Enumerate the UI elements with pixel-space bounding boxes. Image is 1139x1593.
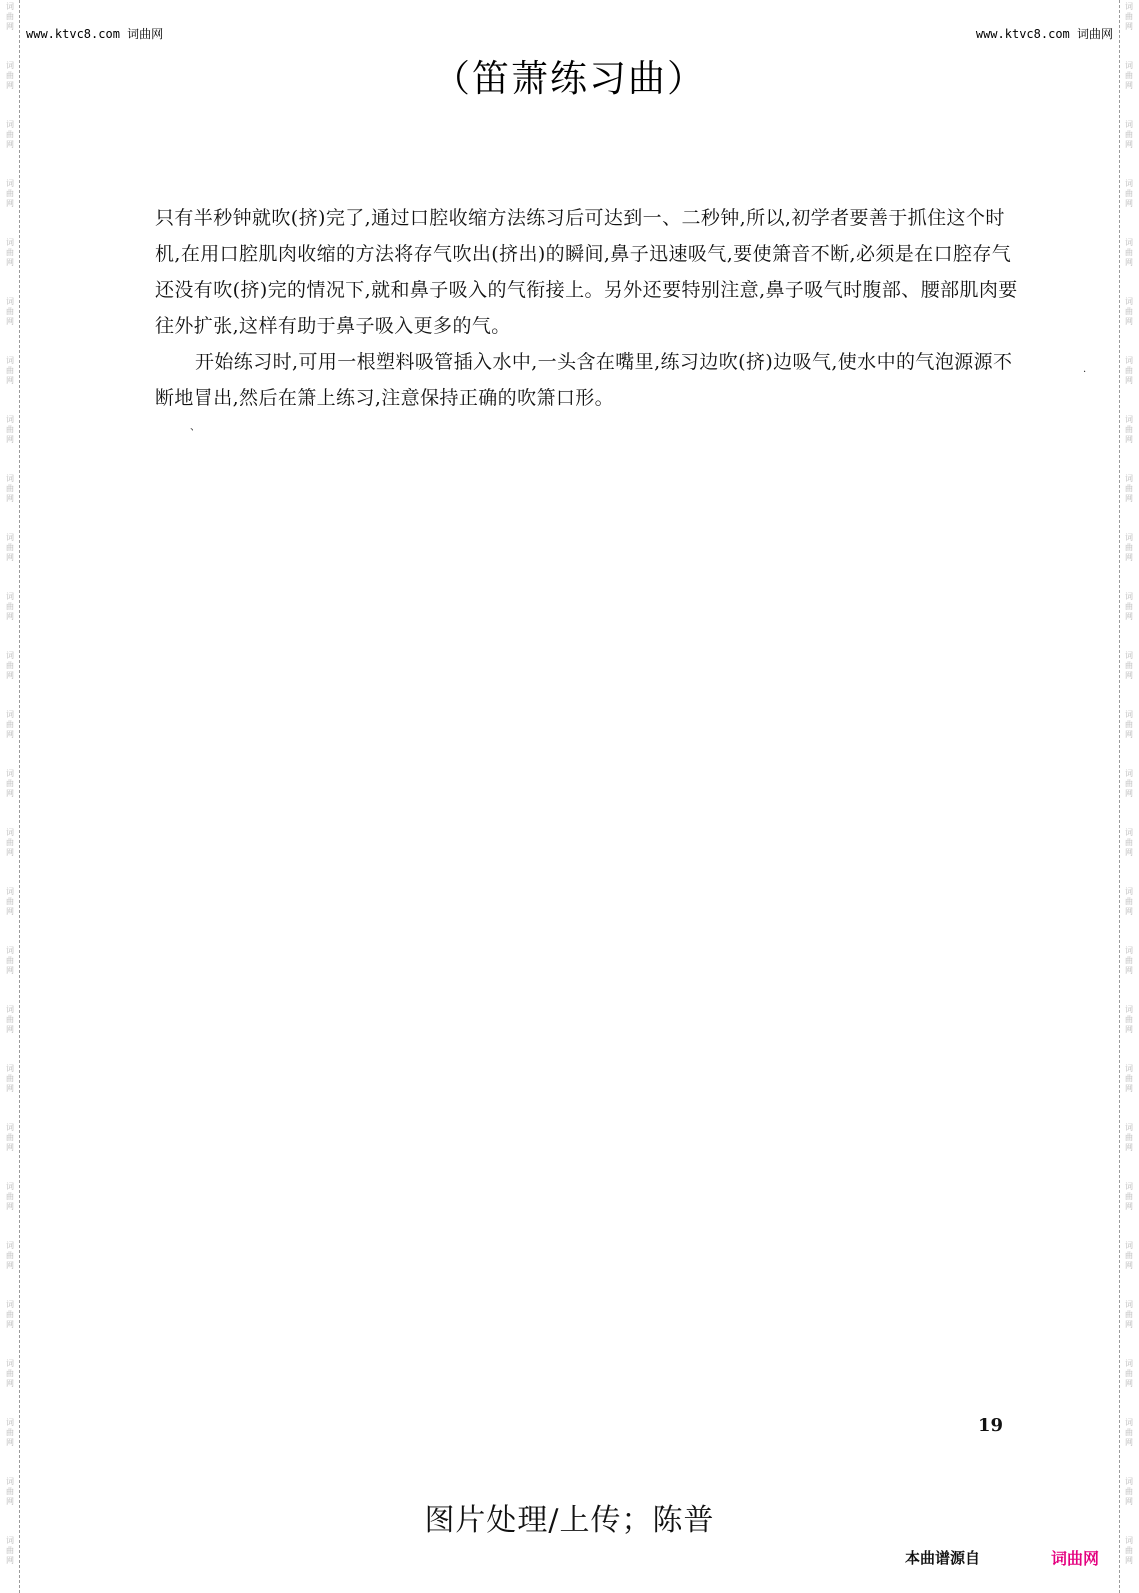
watermark-glyph: 曲 [6,1251,14,1260]
watermark-glyph: 网 [1125,848,1133,857]
watermark-glyph: 网 [6,435,14,444]
watermark-glyph: 曲 [1125,1310,1133,1319]
watermark-glyph: 网 [1125,317,1133,326]
watermark-glyph: 网 [6,671,14,680]
watermark-glyph: 曲 [6,1428,14,1437]
watermark-glyph: 曲 [1125,838,1133,847]
watermark-glyph: 网 [6,730,14,739]
watermark-glyph: 曲 [1125,779,1133,788]
watermark-glyph: 网 [6,1438,14,1447]
watermark-glyph: 曲 [6,1546,14,1555]
watermark-glyph: 曲 [1125,12,1133,21]
source-label: 本曲谱源自 [905,1549,981,1567]
watermark-glyph: 网 [1125,1320,1133,1329]
watermark-glyph: 曲 [6,71,14,80]
watermark-glyph: 网 [6,199,14,208]
watermark-glyph: 词 [6,1123,14,1132]
watermark-glyph: 曲 [1125,425,1133,434]
watermark-glyph: 网 [1125,1438,1133,1447]
watermark-glyph: 曲 [1125,1428,1133,1437]
watermark-glyph: 曲 [1125,130,1133,139]
watermark-glyph: 词 [1125,1182,1133,1191]
watermark-glyph: 词 [6,1359,14,1368]
paragraph-2: 开始练习时,可用一根塑料吸管插入水中,一头含在嘴里,练习边吹(挤)边吸气,使水中的气泡源源不断地冒出,然后在箫上练习,注意保持正确的吹箫口形。 [155,351,1013,409]
watermark-glyph: 网 [6,1084,14,1093]
watermark-glyph: 词 [1125,828,1133,837]
watermark-glyph: 网 [1125,1143,1133,1152]
watermark-glyph: 网 [6,966,14,975]
watermark-glyph: 网 [1125,1379,1133,1388]
watermark-glyph: 网 [6,907,14,916]
watermark-glyph: 词 [1125,1064,1133,1073]
watermark-glyph: 词 [1125,710,1133,719]
watermark-glyph: 词 [6,1241,14,1250]
watermark-glyph: 曲 [6,543,14,552]
watermark-glyph: 词 [1125,533,1133,542]
watermark-glyph: 曲 [6,1133,14,1142]
watermark-glyph: 词 [1125,61,1133,70]
watermark-glyph: 曲 [1125,189,1133,198]
watermark-glyph: 曲 [1125,956,1133,965]
watermark-glyph: 曲 [1125,71,1133,80]
watermark-glyph: 网 [1125,966,1133,975]
watermark-glyph: 网 [6,140,14,149]
watermark-glyph: 网 [6,1261,14,1270]
watermark-glyph: 网 [1125,1202,1133,1211]
watermark-glyph: 词 [6,1536,14,1545]
watermark-glyph: 词 [6,592,14,601]
watermark-glyph: 曲 [1125,1192,1133,1201]
watermark-glyph: 词 [6,356,14,365]
watermark-glyph: 网 [1125,81,1133,90]
watermark-glyph: 网 [1125,1497,1133,1506]
watermark-glyph: 网 [6,22,14,31]
watermark-glyph: 网 [1125,140,1133,149]
watermark-glyph: 网 [1125,1084,1133,1093]
watermark-glyph: 词 [6,946,14,955]
watermark-glyph: 词 [1125,1477,1133,1486]
watermark-glyph: 网 [6,258,14,267]
upload-credit: 图片处理/上传；陈普 [424,1503,715,1538]
watermark-glyph: 曲 [1125,897,1133,906]
watermark-glyph: 曲 [1125,1133,1133,1142]
left-dashed-rule [19,0,20,1593]
watermark-glyph: 词 [1125,1536,1133,1545]
watermark-glyph: 曲 [1125,1074,1133,1083]
watermark-glyph: 曲 [1125,1369,1133,1378]
watermark-glyph: 词 [6,2,14,11]
body-text [155,200,1025,416]
watermark-glyph: 词 [1125,415,1133,424]
watermark-glyph: 词 [1125,356,1133,365]
watermark-glyph: 词 [1125,1005,1133,1014]
watermark-glyph: 曲 [6,720,14,729]
watermark-glyph: 曲 [1125,1251,1133,1260]
watermark-glyph: 词 [6,769,14,778]
watermark-glyph: 曲 [1125,661,1133,670]
watermark-glyph: 词 [1125,1418,1133,1427]
watermark-glyph: 词 [1125,238,1133,247]
watermark-glyph: 网 [6,1320,14,1329]
watermark-glyph: 词 [6,297,14,306]
watermark-glyph: 词 [6,1300,14,1309]
watermark-glyph: 曲 [6,602,14,611]
source-site-link[interactable]: 词曲网 [1051,1549,1100,1568]
watermark-glyph: 曲 [1125,484,1133,493]
watermark-glyph: 网 [1125,1261,1133,1270]
watermark-glyph: 网 [1125,1025,1133,1034]
watermark-glyph: 网 [1125,199,1133,208]
watermark-glyph: 曲 [1125,366,1133,375]
watermark-glyph: 网 [1125,376,1133,385]
watermark-glyph: 曲 [6,1074,14,1083]
watermark-glyph: 曲 [6,189,14,198]
page-title: （笛萧练习曲） [433,57,706,100]
watermark-glyph: 词 [1125,769,1133,778]
right-watermark-border [1119,0,1139,1593]
watermark-glyph: 网 [1125,553,1133,562]
watermark-glyph: 网 [1125,22,1133,31]
watermark-glyph: 词 [6,828,14,837]
watermark-glyph: 网 [1125,612,1133,621]
watermark-glyph: 词 [6,61,14,70]
watermark-glyph: 曲 [6,1310,14,1319]
watermark-glyph: 曲 [1125,248,1133,257]
watermark-glyph: 曲 [6,366,14,375]
watermark-glyph: 网 [6,317,14,326]
watermark-glyph: 词 [6,710,14,719]
watermark-glyph: 词 [6,474,14,483]
watermark-glyph: 网 [1125,494,1133,503]
watermark-glyph: 词 [1125,887,1133,896]
watermark-glyph: 曲 [6,307,14,316]
watermark-glyph: 词 [6,651,14,660]
watermark-glyph: 网 [1125,671,1133,680]
watermark-glyph: 曲 [6,1192,14,1201]
watermark-glyph: 曲 [1125,1487,1133,1496]
watermark-glyph: 网 [1125,435,1133,444]
watermark-glyph: 网 [6,789,14,798]
watermark-glyph: 网 [1125,258,1133,267]
watermark-glyph: 曲 [6,1487,14,1496]
watermark-glyph: 网 [1125,730,1133,739]
watermark-glyph: 网 [6,81,14,90]
watermark-glyph: 曲 [1125,307,1133,316]
watermark-glyph: 词 [1125,179,1133,188]
watermark-glyph: 网 [1125,907,1133,916]
header-site-right: www.ktvc8.com 词曲网 [975,27,1113,41]
watermark-glyph: 曲 [6,897,14,906]
watermark-glyph: 曲 [6,484,14,493]
header-site-left: www.ktvc8.com 词曲网 [26,27,164,41]
watermark-glyph: 词 [1125,946,1133,955]
watermark-glyph: 网 [6,1202,14,1211]
watermark-glyph: 词 [6,1064,14,1073]
watermark-glyph: 曲 [6,130,14,139]
watermark-glyph: 词 [1125,474,1133,483]
watermark-glyph: 词 [1125,1241,1133,1250]
watermark-glyph: 网 [6,1143,14,1152]
watermark-glyph: 词 [6,179,14,188]
right-dashed-rule [1119,0,1120,1593]
watermark-glyph: 网 [6,1025,14,1034]
watermark-glyph: 曲 [6,12,14,21]
watermark-glyph: 曲 [1125,720,1133,729]
watermark-glyph: 词 [1125,1123,1133,1132]
watermark-glyph: 曲 [6,425,14,434]
watermark-glyph: 词 [6,1005,14,1014]
scan-speck: . [1083,364,1087,375]
watermark-glyph: 词 [6,1418,14,1427]
watermark-glyph: 词 [1125,651,1133,660]
watermark-glyph: 词 [6,415,14,424]
watermark-glyph: 曲 [6,1369,14,1378]
watermark-glyph: 词 [1125,1359,1133,1368]
watermark-glyph: 词 [6,887,14,896]
watermark-glyph: 词 [6,238,14,247]
watermark-glyph: 网 [6,1379,14,1388]
scan-speck: 、 [190,422,200,433]
left-watermark-border [0,0,20,1593]
watermark-glyph: 词 [1125,592,1133,601]
paragraph-1: 只有半秒钟就吹(挤)完了,通过口腔收缩方法练习后可达到一、二秒钟,所以,初学者要善于抓住这个时机,在用口腔肌肉收缩的方法将存气吹出(挤出)的瞬间,鼻子迅速吸气,要使箫音不断,必须是在口腔存气还没有吹(挤)完的情况下,就和鼻子吸入的气衔接上。另外还要特别注意,鼻子吸气时腹部、腰部肌肉要往外扩张,这样有助于鼻子吸入更多的气。 [155,207,1018,337]
page-number: 19 [978,1415,1004,1436]
watermark-glyph: 词 [6,1477,14,1486]
watermark-glyph: 词 [1125,297,1133,306]
watermark-glyph: 曲 [6,661,14,670]
watermark-glyph: 网 [6,1556,14,1565]
watermark-glyph: 曲 [6,248,14,257]
watermark-glyph: 词 [6,1182,14,1191]
watermark-glyph: 曲 [1125,602,1133,611]
watermark-glyph: 网 [1125,789,1133,798]
watermark-glyph: 网 [6,612,14,621]
watermark-glyph: 网 [6,553,14,562]
watermark-glyph: 曲 [6,1015,14,1024]
watermark-glyph: 词 [1125,1300,1133,1309]
watermark-glyph: 网 [6,376,14,385]
watermark-glyph: 网 [1125,1556,1133,1565]
watermark-glyph: 曲 [1125,1015,1133,1024]
watermark-glyph: 网 [6,1497,14,1506]
watermark-glyph: 词 [1125,2,1133,11]
watermark-glyph: 曲 [6,838,14,847]
watermark-glyph: 曲 [6,779,14,788]
watermark-glyph: 曲 [6,956,14,965]
watermark-glyph: 曲 [1125,543,1133,552]
watermark-glyph: 曲 [1125,1546,1133,1555]
watermark-glyph: 词 [6,120,14,129]
watermark-glyph: 词 [1125,120,1133,129]
watermark-glyph: 词 [6,533,14,542]
watermark-glyph: 网 [6,494,14,503]
watermark-glyph: 网 [6,848,14,857]
